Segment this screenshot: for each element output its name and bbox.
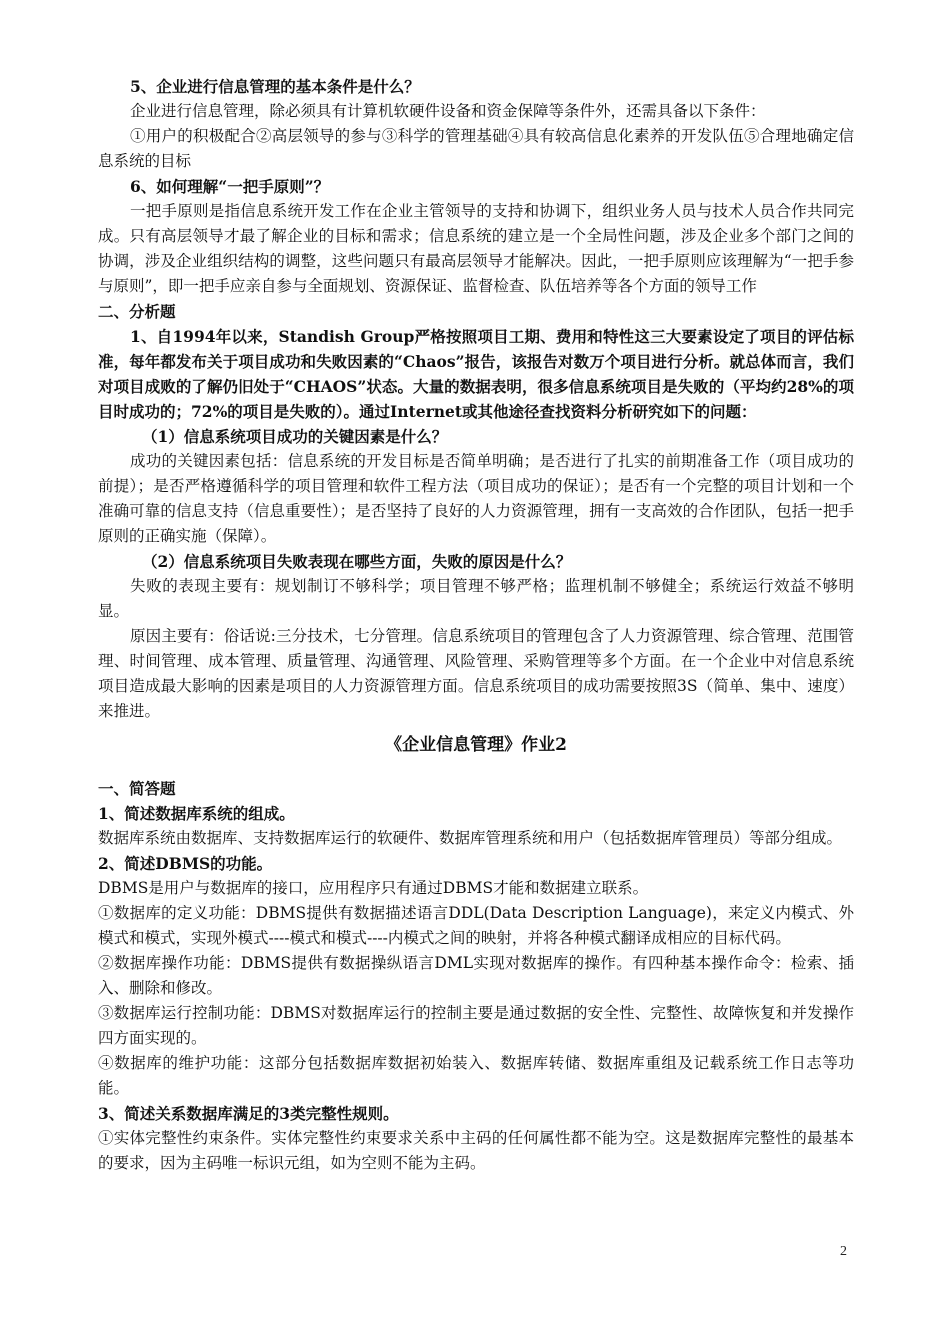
- paragraph: ②数据库操作功能：DBMS提供有数据操纵语言DML实现对数据库的操作。有四种基本操作命令：检索、插入、删除和修改。: [98, 954, 854, 997]
- sub-question-heading: （2）信息系统项目失败表现在哪些方面，失败的原因是什么？: [142, 552, 572, 571]
- paragraph: 数据库系统由数据库、支持数据库运行的软硬件、数据库管理系统和用户（包括数据库管理员）等部分组成。: [98, 829, 843, 847]
- paragraph: ①实体完整性约束条件。实体完整性约束要求关系中主码的任何属性都不能为空。这是数据库完整性的最基本的要求，因为主码唯一标识元组，如为空则不能为主码。: [98, 1129, 854, 1172]
- sub-question-heading: （1）信息系统项目成功的关键因素是什么？: [142, 427, 448, 446]
- paragraph: ④数据库的维护功能：这部分包括数据库数据初始装入、数据库转储、数据库重组及记载系统工作日志等功能。: [98, 1054, 854, 1097]
- paragraph: 失败的表现主要有：规划制订不够科学；项目管理不够严格；监理机制不够健全；系统运行效益不够明显。: [98, 577, 854, 620]
- paragraph: 企业进行信息管理，除必须具有计算机软硬件设备和资金保障等条件外，还需具备以下条件：: [130, 102, 766, 120]
- section-heading: 一、简答题: [98, 779, 176, 798]
- document-body: [98, 74, 854, 1176]
- question-heading: 1、简述数据库系统的组成。: [98, 804, 295, 823]
- question-heading: 6、如何理解“一把手原则”？: [130, 177, 330, 196]
- section-heading: 二、分析题: [98, 302, 176, 321]
- assignment-title: 《企业信息管理》作业2: [385, 735, 567, 755]
- paragraph: DBMS是用户与数据库的接口，应用程序只有通过DBMS才能和数据建立联系。: [98, 879, 649, 897]
- question-heading: 1、自1994年以来，Standish Group严格按照项目工期、费用和特性这三大要素设定了项目的评估标准，每年都发布关于项目成功和失败因素的“Chaos”报告，该报告对数万个项目进行分析。就总体而言，我们对项目成败的了解仍旧处于“CHAOS”状态。大量的数据表明，很多信息系统项目是失败的（平均约28%的项目时成功的；72%的项目是失败的）。通过Internet或其他途径查找资料分析研究如下的问题：: [98, 327, 854, 421]
- paragraph: ③数据库运行控制功能：DBMS对数据库运行的控制主要是通过数据的安全性、完整性、故障恢复和并发操作四方面实现的。: [98, 1004, 854, 1047]
- paragraph: ①用户的积极配合②高层领导的参与③科学的管理基础④具有较高信息化素养的开发队伍⑤合理地确定信息系统的目标: [98, 127, 854, 170]
- paragraph: 一把手原则是指信息系统开发工作在企业主管领导的支持和协调下，组织业务人员与技术人员合作共同完成。只有高层领导才最了解企业的目标和需求；信息系统的建立是一个全局性问题，涉及企业多个部门之间的协调，涉及企业组织结构的调整，这些问题只有最高层领导才能解决。因此，一把手原则应该理解为“一把手参与原则”，即一把手应亲自参与全面规划、资源保证、监督检查、队伍培养等各个方面的领导工作: [98, 202, 854, 295]
- page-number: 2: [840, 1244, 847, 1259]
- question-heading: 2、简述DBMS的功能。: [98, 854, 273, 873]
- question-heading: 3、简述关系数据库满足的3类完整性规则。: [98, 1104, 399, 1123]
- question-heading: 5、企业进行信息管理的基本条件是什么？: [130, 77, 420, 96]
- paragraph: ①数据库的定义功能：DBMS提供有数据描述语言DDL(Data Description Language)，来定义内模式、外模式和模式，实现外模式----模式和模式----内模式之间的映射，并将各种模式翻译成相应的目标代码。: [98, 904, 854, 947]
- paragraph: 成功的关键因素包括：信息系统的开发目标是否简单明确；是否进行了扎实的前期准备工作（项目成功的前提）；是否严格遵循科学的项目管理和软件工程方法（项目成功的保证）；是否有一个完整的项目计划和一个准确可靠的信息支持（信息重要性）；是否坚持了良好的人力资源管理，拥有一支高效的合作团队，包括一把手原则的正确实施（保障）。: [98, 452, 854, 545]
- paragraph: 原因主要有：俗话说:三分技术，七分管理。信息系统项目的管理包含了人力资源管理、综合管理、范围管理、时间管理、成本管理、质量管理、沟通管理、风险管理、采购管理等多个方面。在一个企业中对信息系统项目造成最大影响的因素是项目的人力资源管理方面。信息系统项目的成功需要按照3S（简单、集中、速度）来推进。: [98, 627, 854, 720]
